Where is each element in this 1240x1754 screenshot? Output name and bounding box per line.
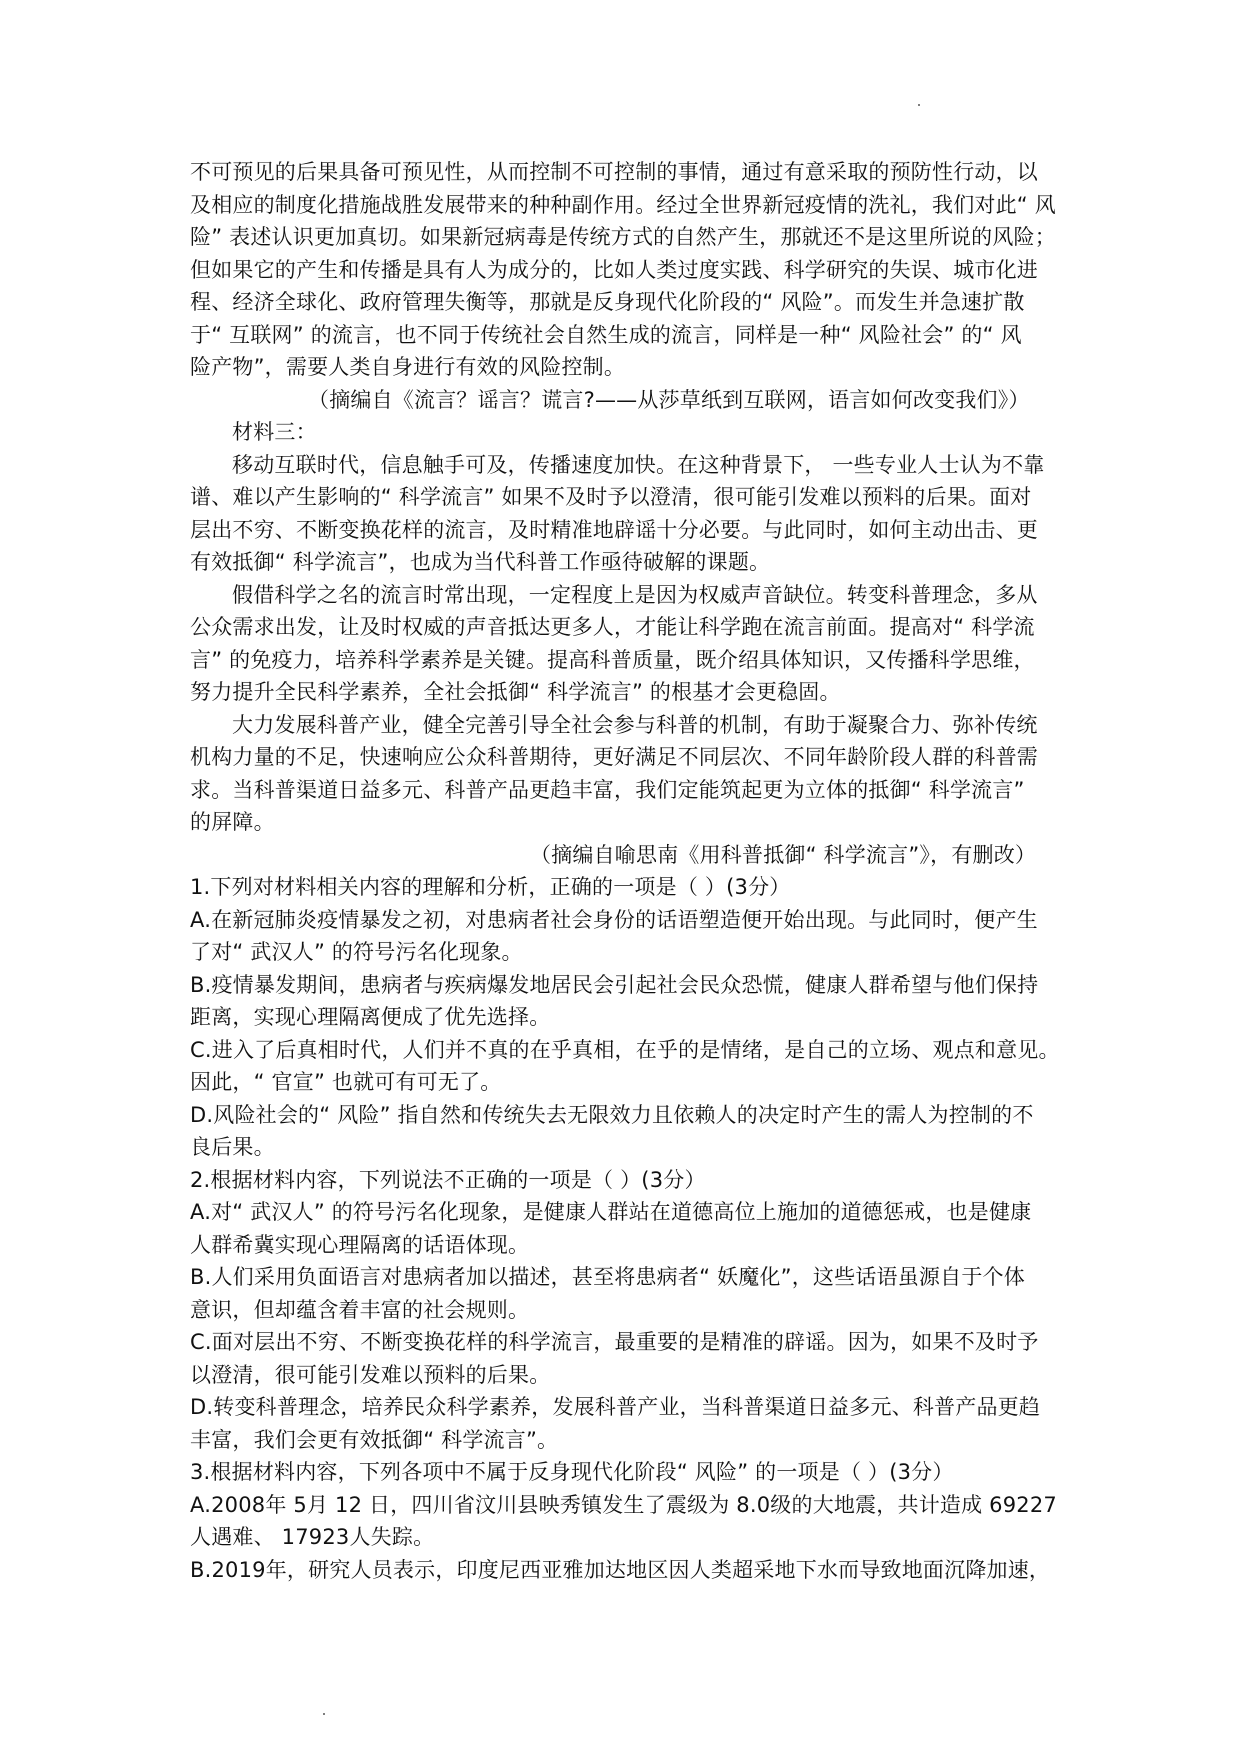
text-line: 谱、难以产生影响的“ 科学流言” 如果不及时予以澄清，很可能引发难以预料的后果。面对 bbox=[190, 485, 1032, 509]
text-line: 但如果它的产生和传播是具有人为成分的，比如人类过度实践、科学研究的失误、城市化进 bbox=[190, 257, 1038, 282]
option-line: 距离，实现心理隔离便成了优先选择。 bbox=[190, 1005, 551, 1029]
option-line: D.风险社会的“ 风险” 指自然和传统失去无限效力且依赖人的决定时产生的需人为控制的不 bbox=[190, 1102, 1034, 1127]
exam-text bbox=[190, 156, 1070, 1586]
section-heading: 材料三： bbox=[232, 420, 317, 444]
option-line: 意识，但却蕴含着丰富的社会规则。 bbox=[190, 1297, 530, 1322]
text-line: 假借科学之名的流言时常出现，一定程度上是因为权威声音缺位。转变科普理念，多从 bbox=[232, 582, 1038, 607]
option-line: 丰富，我们会更有效抵御“ 科学流言”。 bbox=[190, 1427, 559, 1452]
option-line: C.进入了后真相时代，人们并不真的在乎真相，在乎的是情绪，是自己的立场、观点和意见。 bbox=[190, 1037, 1060, 1062]
text-line: 及相应的制度化措施战胜发展带来的种种副作用。经过全世界新冠疫情的洗礼，我们对此“ 风 bbox=[190, 192, 1056, 217]
option-line: 人群希冀实现心理隔离的话语体现。 bbox=[190, 1232, 530, 1257]
option-line: A.2008年 5月 12 日，四川省汶川县映秀镇发生了震级为 8.0级的大地震，共计造成 69227 bbox=[190, 1492, 1057, 1517]
option-line: 良后果。 bbox=[190, 1135, 275, 1159]
text-line: 努力提升全民科学素养，全社会抵御“ 科学流言” 的根基才会更稳固。 bbox=[190, 680, 841, 704]
text-line: 的屏障。 bbox=[190, 810, 275, 834]
option-line: C.面对层出不穷、不断变换花样的科学流言，最重要的是精准的辟谣。因为，如果不及时予 bbox=[190, 1330, 1039, 1354]
question-3: 3.根据材料内容，下列各项中不属于反身现代化阶段“ 风险” 的一项是（ ）(3分） bbox=[190, 1460, 954, 1484]
option-line: D.转变科普理念，培养民众科学素养，发展科普产业，当科普渠道日益多元、科普产品更趋 bbox=[190, 1395, 1041, 1419]
question-2: 2.根据材料内容，下列说法不正确的一项是（ ）(3分） bbox=[190, 1167, 706, 1192]
option-line: 因此，“ 官宣” 也就可有可无了。 bbox=[190, 1070, 502, 1094]
text-line: 有效抵御“ 科学流言”，也成为当代科普工作亟待破解的课题。 bbox=[190, 550, 771, 574]
text-line: 机构力量的不足，快速响应公众科普期待，更好满足不同层次、不同年龄阶段人群的科普需 bbox=[190, 745, 1038, 769]
text-line: 层出不穷、不断变换花样的流言，及时精准地辟谣十分必要。与此同时，如何主动出击、更 bbox=[190, 517, 1038, 542]
option-line: 人遇难、 17923人失踪。 bbox=[190, 1525, 435, 1549]
scan-speck bbox=[323, 1713, 325, 1715]
option-line: B.2019年，研究人员表示，印度尼西亚雅加达地区因人类超采地下水而导致地面沉降加速， bbox=[190, 1557, 1051, 1582]
text-line: 程、经济全球化、政府管理失衡等，那就是反身现代化阶段的“ 风险”。而发生并急速扩散 bbox=[190, 290, 1025, 314]
text-line: 求。当科普渠道日益多元、科普产品更趋丰富，我们定能筑起更为立体的抵御“ 科学流言” bbox=[190, 777, 1025, 802]
option-line: A.在新冠肺炎疫情暴发之初，对患病者社会身份的话语塑造便开始出现。与此同时，便产生 bbox=[190, 907, 1038, 932]
option-line: B.人们采用负面语言对患病者加以描述，甚至将患病者“ 妖魔化”，这些话语虽源自于个体 bbox=[190, 1265, 1025, 1289]
text-line: 公众需求出发，让及时权威的声音抵达更多人，才能让科学跑在流言前面。提高对“ 科学流 bbox=[190, 615, 1035, 639]
text-line: 不可预见的后果具备可预见性，从而控制不可控制的事情，通过有意采取的预防性行动，以 bbox=[190, 160, 1038, 184]
text-line: 言” 的免疫力，培养科学素养是关键。提高科普质量，既介绍具体知识，又传播科学思维， bbox=[190, 647, 1035, 672]
scan-speck bbox=[918, 104, 920, 106]
source-citation: （摘编自《流言？谣言？谎言?——从莎草纸到互联网，语言如何改变我们》） bbox=[308, 387, 1030, 412]
text-line: 大力发展科普产业，健全完善引导全社会参与科普的机制，有助于凝聚合力、弥补传统 bbox=[232, 712, 1038, 737]
text-line: 险产物”，需要人类自身进行有效的风险控制。 bbox=[190, 355, 626, 379]
option-line: B.疫情暴发期间，患病者与疾病爆发地居民会引起社会民众恐慌，健康人群希望与他们保持 bbox=[190, 972, 1039, 997]
option-line: A.对“ 武汉人” 的符号污名化现象，是健康人群站在道德高位上施加的道德惩戒，也是健康 bbox=[190, 1200, 1032, 1224]
text-line: 移动互联时代，信息触手可及，传播速度加快。在这种背景下， 一些专业人士认为不靠 bbox=[232, 452, 1045, 477]
text-line: 险” 表述认识更加真切。如果新冠病毒是传统方式的自然产生，那就还不是这里所说的风险； bbox=[190, 225, 1056, 249]
source-citation: （摘编自喻思南《用科普抵御“ 科学流言”》，有删改） bbox=[530, 842, 1037, 867]
question-1: 1.下列对材料相关内容的理解和分析，正确的一项是（ ）(3分） bbox=[190, 875, 791, 899]
text-line: 于“ 互联网” 的流言，也不同于传统社会自然生成的流言，同样是一种“ 风险社会” 的“ 风 bbox=[190, 322, 1022, 347]
option-line: 了对“ 武汉人” 的符号污名化现象。 bbox=[190, 940, 523, 964]
option-line: 以澄清，很可能引发难以预料的后果。 bbox=[190, 1362, 551, 1387]
